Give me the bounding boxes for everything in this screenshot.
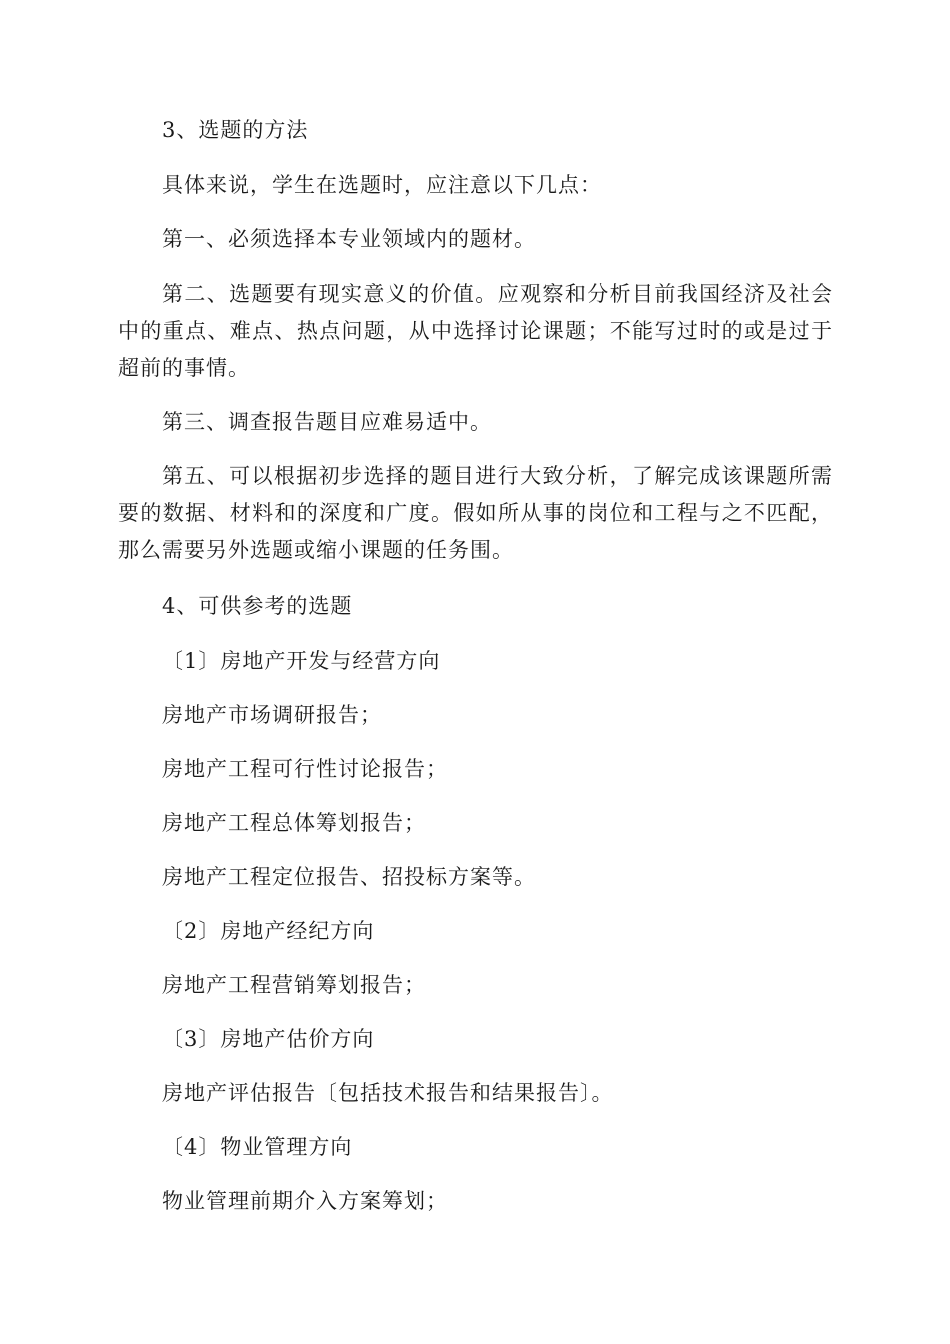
intro-paragraph: 具体来说，学生在选题时，应注意以下几点： <box>162 173 602 197</box>
heading-selection-method: 3、选题的方法 <box>162 118 309 142</box>
section-title-property-management: 〔4〕物业管理方向 <box>162 1135 353 1159</box>
list-item: 物业管理前期介入方案筹划； <box>162 1189 448 1213</box>
section-title-development: 〔1〕房地产开发与经营方向 <box>162 649 441 673</box>
section-title-appraisal: 〔3〕房地产估价方向 <box>162 1027 375 1051</box>
list-item: 房地产工程总体筹划报告； <box>162 811 426 835</box>
list-item: 房地产工程定位报告、招投标方案等。 <box>162 865 536 889</box>
point-third: 第三、调查报告题目应难易适中。 <box>162 410 492 434</box>
point-first: 第一、必须选择本专业领域内的题材。 <box>162 227 536 251</box>
list-item: 房地产评估报告〔包括技术报告和结果报告〕。 <box>162 1081 614 1105</box>
heading-reference-topics: 4、可供参考的选题 <box>162 594 353 618</box>
list-item: 房地产市场调研报告； <box>162 703 382 727</box>
list-item: 房地产工程营销筹划报告； <box>162 973 426 997</box>
point-second: 第二、选题要有现实意义的价值。应观察和分析目前我国经济及社会中的重点、难点、热点问题，从中选择讨论课题；不能写过时的或是过于超前的事情。 <box>118 282 833 380</box>
section-title-brokerage: 〔2〕房地产经纪方向 <box>162 919 375 943</box>
point-fifth: 第五、可以根据初步选择的题目进行大致分析，了解完成该课题所需要的数据、材料和的深度和广度。假如所从事的岗位和工程与之不匹配，那么需要另外选题或缩小课题的任务围。 <box>118 464 833 562</box>
list-item: 房地产工程可行性讨论报告； <box>162 757 448 781</box>
